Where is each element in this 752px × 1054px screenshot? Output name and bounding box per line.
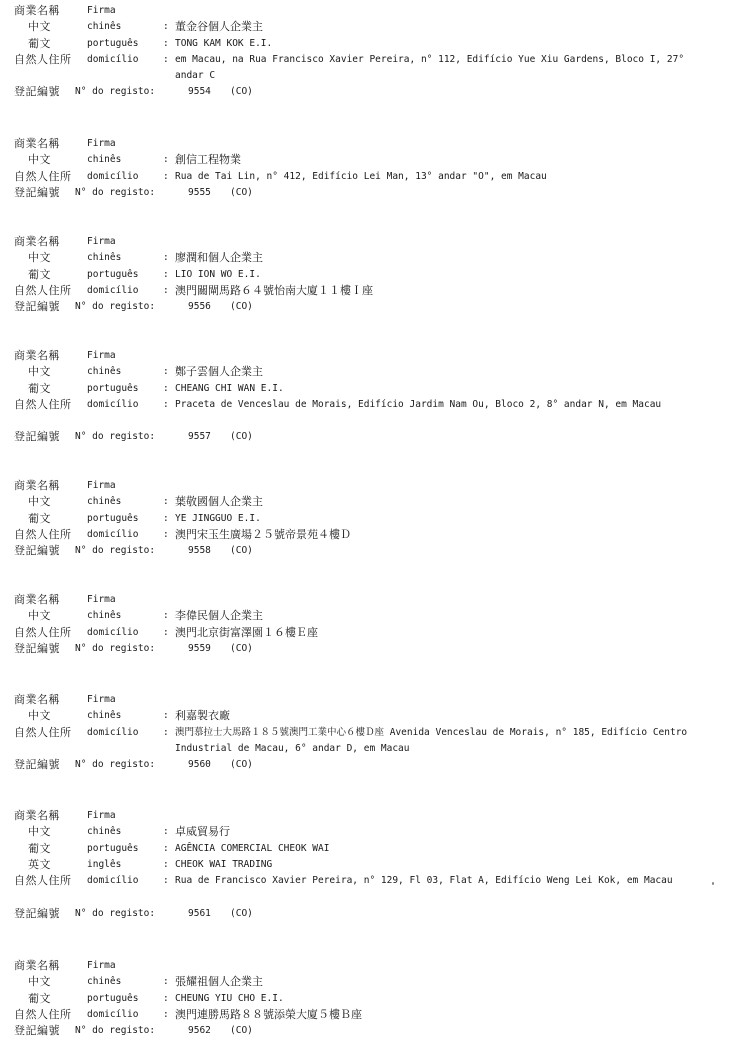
firma-header (0, 808, 752, 824)
registo-label-zh: 登記編號 (14, 185, 60, 199)
chines-label-pt: chinês (87, 710, 122, 722)
colon: : (163, 726, 169, 738)
registo-label-pt: N° do registo: (75, 907, 156, 919)
portugues-row (0, 841, 752, 857)
english-name: CHEOK WAI TRADING (175, 858, 273, 870)
chines-label-pt: chinês (87, 21, 122, 33)
registo-number: 9554 (188, 86, 211, 98)
colon: : (163, 366, 169, 378)
firma-label-zh: 商業名稱 (14, 959, 60, 972)
chines-label-pt: chinês (87, 610, 122, 622)
chinese-name: 董金谷個人企業主 (175, 20, 263, 34)
registo-number: 9561 (188, 907, 211, 919)
domicilio-row (0, 397, 752, 430)
firma-label-pt: Firma (87, 594, 116, 605)
portugues-label-zh: 葡文 (28, 267, 51, 281)
domicile-value: Rua de Francisco Xavier Pereira, n° 129, Fl 03, Flat A, Edifício Weng Lei Kok, em Macau (175, 875, 673, 887)
chines-label-pt: chinês (87, 826, 122, 838)
firma-label-pt: Firma (87, 960, 116, 971)
registo-row (0, 185, 752, 201)
colon: : (163, 170, 169, 182)
firma-label-zh: 商業名稱 (14, 137, 60, 150)
colon: : (163, 610, 169, 622)
chines-label-pt: chinês (87, 154, 122, 166)
chines-label-zh: 中文 (28, 153, 51, 167)
portuguese-name: LIO ION WO E.I. (175, 268, 261, 280)
registo-number: 9555 (188, 186, 211, 198)
registry-record (0, 478, 752, 559)
chines-row (0, 250, 752, 266)
chinese-name: 鄭子雲個人企業主 (175, 365, 263, 379)
portugues-label-zh: 葡文 (28, 991, 51, 1005)
colon: : (163, 284, 169, 296)
portuguese-name: CHEUNG YIU CHO E.I. (175, 992, 284, 1004)
colon: : (163, 875, 169, 887)
domicilio-label-zh: 自然人住所 (14, 397, 72, 411)
domicilio-row (0, 527, 752, 543)
portugues-label-pt: português (87, 37, 139, 49)
registo-row (0, 906, 752, 922)
portugues-label-pt: português (87, 992, 139, 1004)
colon: : (163, 710, 169, 722)
chinese-name: 利嘉製衣廠 (175, 709, 230, 723)
domicilio-row (0, 283, 752, 299)
domicilio-label-zh: 自然人住所 (14, 52, 72, 66)
domicilio-label-zh: 自然人住所 (14, 725, 72, 739)
registo-label-zh: 登記編號 (14, 1024, 60, 1038)
chines-label-zh: 中文 (28, 709, 51, 723)
firma-label-pt: Firma (87, 810, 116, 821)
domicilio-row (0, 873, 752, 906)
chinese-name: 創信工程物業 (175, 153, 241, 167)
registo-label-zh: 登記編號 (14, 906, 60, 920)
registo-label-pt: N° do registo: (75, 545, 156, 557)
registo-label-zh: 登記編號 (14, 758, 60, 772)
domicile-value: em Macau, na Rua Francisco Xavier Pereira, n° 112, Edifício Yue Xiu Gardens, Bloco I, 27° andar C (175, 53, 685, 82)
registo-label-zh: 登記編號 (14, 85, 60, 99)
registry-record (0, 692, 752, 773)
firma-header (0, 136, 752, 152)
scan-speck (712, 882, 714, 885)
chines-row (0, 974, 752, 990)
colon: : (163, 858, 169, 870)
colon: : (163, 992, 169, 1004)
firma-label-zh: 商業名稱 (14, 349, 60, 362)
firma-label-pt: Firma (87, 236, 116, 247)
portugues-label-zh: 葡文 (28, 381, 51, 395)
registo-code: (CO) (230, 545, 253, 557)
firma-header (0, 3, 752, 19)
colon: : (163, 842, 169, 854)
colon: : (163, 826, 169, 838)
colon: : (163, 21, 169, 33)
registo-row (0, 429, 752, 445)
chines-label-pt: chinês (87, 252, 122, 264)
registo-code: (CO) (230, 907, 253, 919)
portugues-row (0, 267, 752, 283)
firma-header (0, 592, 752, 608)
chines-label-zh: 中文 (28, 365, 51, 379)
domicilio-label-pt: domicílio (87, 875, 139, 887)
portugues-label-zh: 葡文 (28, 36, 51, 50)
firma-label-zh: 商業名稱 (14, 593, 60, 606)
registo-number: 9558 (188, 545, 211, 557)
domicile-value: 澳門慕拉士大馬路１８５號澳門工業中心６樓Ｄ座 Avenida Venceslau de Morais, n° 185, Edifício Centro Industrial de Macau, 6° andar D, em Macau (175, 726, 688, 754)
portuguese-name: TONG KAM KOK E.I. (175, 37, 273, 49)
registo-number: 9560 (188, 759, 211, 771)
registo-label-pt: N° do registo: (75, 86, 156, 98)
firma-label-pt: Firma (87, 138, 116, 149)
ingles-row (0, 857, 752, 873)
portugues-label-zh: 葡文 (28, 511, 51, 525)
portugues-row (0, 991, 752, 1007)
chinese-name: 李偉民個人企業主 (175, 609, 263, 623)
chines-label-pt: chinês (87, 496, 122, 508)
domicilio-row (0, 52, 752, 85)
registo-code: (CO) (230, 759, 253, 771)
registry-record (0, 348, 752, 446)
domicilio-label-zh: 自然人住所 (14, 625, 72, 639)
portugues-label-pt: português (87, 512, 139, 524)
chines-label-zh: 中文 (28, 975, 51, 989)
colon: : (163, 154, 169, 166)
registo-code: (CO) (230, 1025, 253, 1037)
firma-label-zh: 商業名稱 (14, 479, 60, 492)
portugues-label-zh: 葡文 (28, 841, 51, 855)
registry-record (0, 3, 752, 101)
registo-label-pt: N° do registo: (75, 186, 156, 198)
registo-label-zh: 登記編號 (14, 544, 60, 558)
domicilio-label-pt: domicílio (87, 170, 139, 182)
portuguese-name: AGÊNCIA COMERCIAL CHEOK WAI (175, 842, 330, 854)
chines-row (0, 824, 752, 840)
ingles-label-zh: 英文 (28, 857, 51, 871)
chinese-name: 廖潤和個人企業主 (175, 251, 263, 265)
colon: : (163, 976, 169, 988)
domicilio-label-pt: domicílio (87, 528, 139, 540)
registry-record (0, 592, 752, 657)
firma-header (0, 958, 752, 974)
registo-number: 9559 (188, 642, 211, 654)
registo-row (0, 757, 752, 773)
registo-label-pt: N° do registo: (75, 301, 156, 313)
chines-label-zh: 中文 (28, 609, 51, 623)
domicilio-label-pt: domicílio (87, 398, 139, 410)
chines-label-pt: chinês (87, 366, 122, 378)
firma-label-zh: 商業名稱 (14, 809, 60, 822)
registo-number: 9556 (188, 301, 211, 313)
firma-label-pt: Firma (87, 350, 116, 361)
colon: : (163, 496, 169, 508)
domicilio-row (0, 725, 752, 758)
chines-label-zh: 中文 (28, 495, 51, 509)
registo-code: (CO) (230, 431, 253, 443)
colon: : (163, 252, 169, 264)
registo-label-zh: 登記編號 (14, 641, 60, 655)
chinese-name: 卓威貿易行 (175, 825, 230, 839)
chines-row (0, 708, 752, 724)
registry-record (0, 808, 752, 922)
firma-label-pt: Firma (87, 5, 116, 16)
registo-code: (CO) (230, 642, 253, 654)
domicilio-label-pt: domicílio (87, 53, 139, 65)
firma-header (0, 478, 752, 494)
registo-row (0, 299, 752, 315)
registo-code: (CO) (230, 301, 253, 313)
colon: : (163, 37, 169, 49)
domicilio-label-zh: 自然人住所 (14, 283, 72, 297)
domicilio-label-pt: domicílio (87, 726, 139, 738)
firma-label-zh: 商業名稱 (14, 235, 60, 248)
registo-label-pt: N° do registo: (75, 759, 156, 771)
domicile-value: 澳門北京街富澤園１６樓Ｅ座 (175, 625, 318, 639)
registry-record (0, 234, 752, 315)
colon: : (163, 1008, 169, 1020)
firma-label-zh: 商業名稱 (14, 4, 60, 17)
firma-label-zh: 商業名稱 (14, 693, 60, 706)
registo-code: (CO) (230, 86, 253, 98)
registry-record (0, 136, 752, 201)
portugues-row (0, 381, 752, 397)
registo-row (0, 641, 752, 657)
chines-row (0, 364, 752, 380)
portugues-label-pt: português (87, 268, 139, 280)
domicilio-label-zh: 自然人住所 (14, 874, 72, 888)
registo-label-zh: 登記編號 (14, 300, 60, 314)
colon: : (163, 528, 169, 540)
colon: : (163, 53, 169, 65)
chines-row (0, 19, 752, 35)
registo-row (0, 84, 752, 100)
domicile-value: 澳門連勝馬路８８號添榮大廈５樓Ｂ座 (175, 1007, 362, 1021)
chines-label-pt: chinês (87, 976, 122, 988)
colon: : (163, 512, 169, 524)
colon: : (163, 626, 169, 638)
portugues-row (0, 511, 752, 527)
chinese-name: 張耀祖個人企業主 (175, 975, 263, 989)
domicilio-row (0, 169, 752, 185)
domicilio-label-pt: domicílio (87, 284, 139, 296)
registo-row (0, 1023, 752, 1039)
domicilio-row (0, 625, 752, 641)
domicilio-row (0, 1007, 752, 1023)
domicilio-label-pt: domicílio (87, 1008, 139, 1020)
registo-code: (CO) (230, 186, 253, 198)
ingles-label-pt: inglês (87, 858, 122, 870)
firma-header (0, 348, 752, 364)
registry-record (0, 958, 752, 1039)
domicilio-label-zh: 自然人住所 (14, 1007, 72, 1021)
portuguese-name: CHEANG CHI WAN E.I. (175, 382, 284, 394)
registo-label-pt: N° do registo: (75, 642, 156, 654)
registo-number: 9557 (188, 431, 211, 443)
registo-label-zh: 登記編號 (14, 430, 60, 444)
domicilio-label-zh: 自然人住所 (14, 527, 72, 541)
chines-row (0, 494, 752, 510)
domicile-value: 澳門關閘馬路６４號怡南大廈１１樓Ｉ座 (175, 283, 373, 297)
firma-label-pt: Firma (87, 480, 116, 491)
portuguese-name: YE JINGGUO E.I. (175, 512, 261, 524)
registo-number: 9562 (188, 1025, 211, 1037)
chines-label-zh: 中文 (28, 251, 51, 265)
portugues-label-pt: português (87, 842, 139, 854)
registo-label-pt: N° do registo: (75, 1025, 156, 1037)
firma-label-pt: Firma (87, 694, 116, 705)
portugues-label-pt: português (87, 382, 139, 394)
portugues-row (0, 36, 752, 52)
domicilio-label-pt: domicílio (87, 626, 139, 638)
chines-label-zh: 中文 (28, 20, 51, 34)
domicilio-label-zh: 自然人住所 (14, 169, 72, 183)
firma-header (0, 692, 752, 708)
colon: : (163, 398, 169, 410)
colon: : (163, 268, 169, 280)
chinese-name: 葉敬國個人企業主 (175, 495, 263, 509)
chines-row (0, 608, 752, 624)
registo-row (0, 543, 752, 559)
domicile-value: Praceta de Venceslau de Morais, Edifício Jardim Nam Ou, Bloco 2, 8° andar N, em Macau (175, 398, 662, 410)
colon: : (163, 382, 169, 394)
domicile-value: 澳門宋玉生廣場２５號帝景苑４樓Ｄ (175, 527, 351, 541)
domicile-value: Rua de Tai Lin, n° 412, Edifício Lei Man, 13° andar "O", em Macau (175, 170, 547, 182)
chines-row (0, 152, 752, 168)
chines-label-zh: 中文 (28, 825, 51, 839)
firma-header (0, 234, 752, 250)
registo-label-pt: N° do registo: (75, 431, 156, 443)
